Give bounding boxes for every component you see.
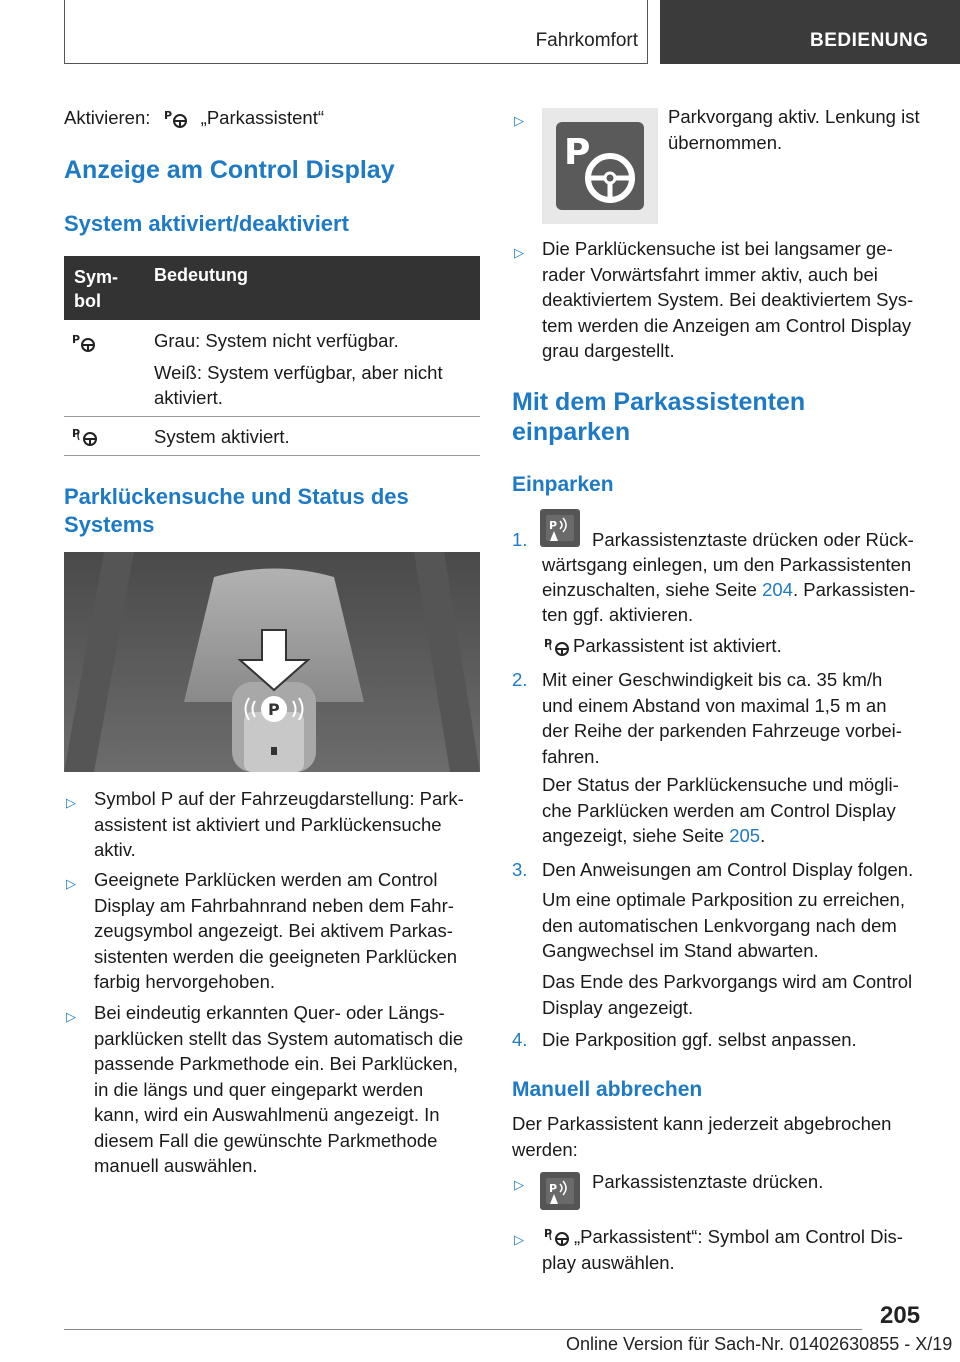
cancel-bullet-1: Parkassistenztaste drücken. [592,1171,824,1192]
cancel-bullet-2: „Parkassistent“: Symbol am Control Dis- play auswählen. [542,1226,903,1273]
step-number: 3. [512,859,528,880]
bullet-parking-active: Parkvorgang aktiv. Lenkung ist übernommen. [668,106,920,153]
bullet-marker: ▷ [514,1232,524,1247]
table-row1-line2b: aktiviert. [154,387,223,408]
step3-p2: Um eine optimale Parkposition zu erreichen, den automatischen Lenkvorgang nach dem Gangwechsel im Stand abwarten. [542,889,905,961]
step1-sub: Parkassistent ist aktiviert. [573,635,782,656]
bullet-marker: ▷ [514,113,524,128]
park-assist-button-icon [540,509,580,547]
bullet-marker: ▷ [66,1009,76,1024]
svg-text:P: P [549,1182,558,1195]
svg-text:P: P [544,637,553,650]
page-link-205[interactable]: 205 [729,825,761,846]
bullet-suitable-spaces: Geeignete Parklücken werden am Control Display am Fahrbahnrand neben dem Fahr- zeugsymbol angezeigt. Bei aktivem Parkas- sistenten werden die geeigneten Parklücken farbig hervorgehoben. [94,869,458,992]
parking-search-illustration [64,552,480,772]
header-section: Fahrkomfort [535,30,638,51]
table-col-symbol-1: Sym- [74,267,119,287]
page-link-204[interactable]: 204 [762,579,793,600]
step1-line3: einzuschalten, siehe Seite 204. Parkassisten- [542,579,916,600]
step2-status: Der Status der Parklückensuche und mögli- che Parklücken werden am Control Display angezeigt, siehe Seite 205. [542,774,899,846]
svg-text:P: P [72,333,81,346]
park-assist-icon-grey [70,332,98,354]
step1-line1: Parkassistenztaste drücken oder Rück- [592,529,914,550]
heading-park-2: einparken [512,418,631,446]
header-chapter-tab [660,0,960,64]
bullet-search-always-active: Die Parklückensuche ist bei langsamer ge- rader Vorwärtsfahrt immer aktiv, auch bei deaktiviertem System. Bei deaktiviertem Sys- tem werden die Anzeigen am Control Display grau dargestellt. [542,238,914,361]
bullet-marker: ▷ [66,795,76,810]
footer-online-version: Online Version für Sach-Nr. 01402630855 - X/19 [566,1334,953,1354]
bullet-marker: ▷ [66,876,76,891]
table-col-symbol-2: bol [74,291,101,311]
heading-system: System aktiviert/deaktiviert [64,211,349,236]
step-number: 1. [512,529,528,550]
parking-active-icon [542,108,658,224]
activate-line: Aktivieren: P „Parkassistent“ [64,105,324,131]
bullet-marker: ▷ [514,1177,524,1192]
bullet-symbol-p: Symbol P auf der Fahrzeugdarstellung: Park- assistent ist aktiviert und Parklückensuche aktiv. [94,788,464,860]
step1-line2: wärtsgang einlegen, um den Parkassistenten [542,554,912,575]
svg-text:P: P [564,132,591,173]
svg-text:P: P [549,519,558,532]
table-row1-line1: Grau: System nicht verfügbar. [154,330,399,351]
park-assist-icon [162,108,190,130]
step1-line4: ten ggf. aktivieren. [542,604,694,625]
page-number: 205 [880,1302,921,1329]
svg-text:P: P [268,700,280,719]
svg-text:P: P [163,109,172,123]
footer-rule [64,1329,862,1330]
table-header [64,256,480,320]
step-number: 4. [512,1029,528,1050]
step2-text: Mit einer Geschwindigkeit bis ca. 35 km/h und einem Abstand von maximal 1,5 m an der Reihe der parkenden Fahrzeuge vorbei- fahren. [542,669,902,767]
svg-text:P: P [544,1227,553,1240]
step3-p3: Das Ende des Parkvorgangs wird am Control Display angezeigt. [542,971,913,1018]
cancel-intro: Der Parkassistent kann jederzeit abgebrochen werden: [512,1113,892,1160]
park-assist-active-icon [542,636,572,658]
header-chapter: BEDIENUNG [810,30,929,51]
bullet-marker: ▷ [514,245,524,260]
bullet-parking-method: Bei eindeutig erkannten Quer- oder Längs- parklücken stellt das System automatisch die passende Parkmethode ein. Bei Parklücken, in die längs und quer eingeparkt werden kann, wird ein Auswahlmenü angezeigt. In diesem Fall die gewünschte Parkmethode manuell auswählen. [94,1002,464,1176]
table-bottom [64,455,480,456]
heading-display: Anzeige am Control Display [64,156,395,184]
heading-park-1: Mit dem Parkassistenten [512,388,806,416]
heading-search-1: Parklückensuche und Status des [64,484,409,509]
park-assist-button-icon [540,1172,580,1210]
svg-text:P: P [72,427,81,440]
heading-cancel: Manuell abbrechen [512,1078,703,1101]
step3-line: Den Anweisungen am Control Display folgen. [542,859,914,880]
table-row1-line2a: Weiß: System verfügbar, aber nicht [154,362,443,383]
step4-line: Die Parkposition ggf. selbst anpassen. [542,1029,857,1050]
step-number: 2. [512,669,528,690]
park-assist-active-icon [70,426,100,448]
heading-search-2: Systems [64,512,155,537]
table-row2: System aktiviert. [154,426,290,447]
heading-einparken: Einparken [512,473,614,496]
table-col-meaning: Bedeutung [154,265,248,285]
table-divider [64,416,480,417]
